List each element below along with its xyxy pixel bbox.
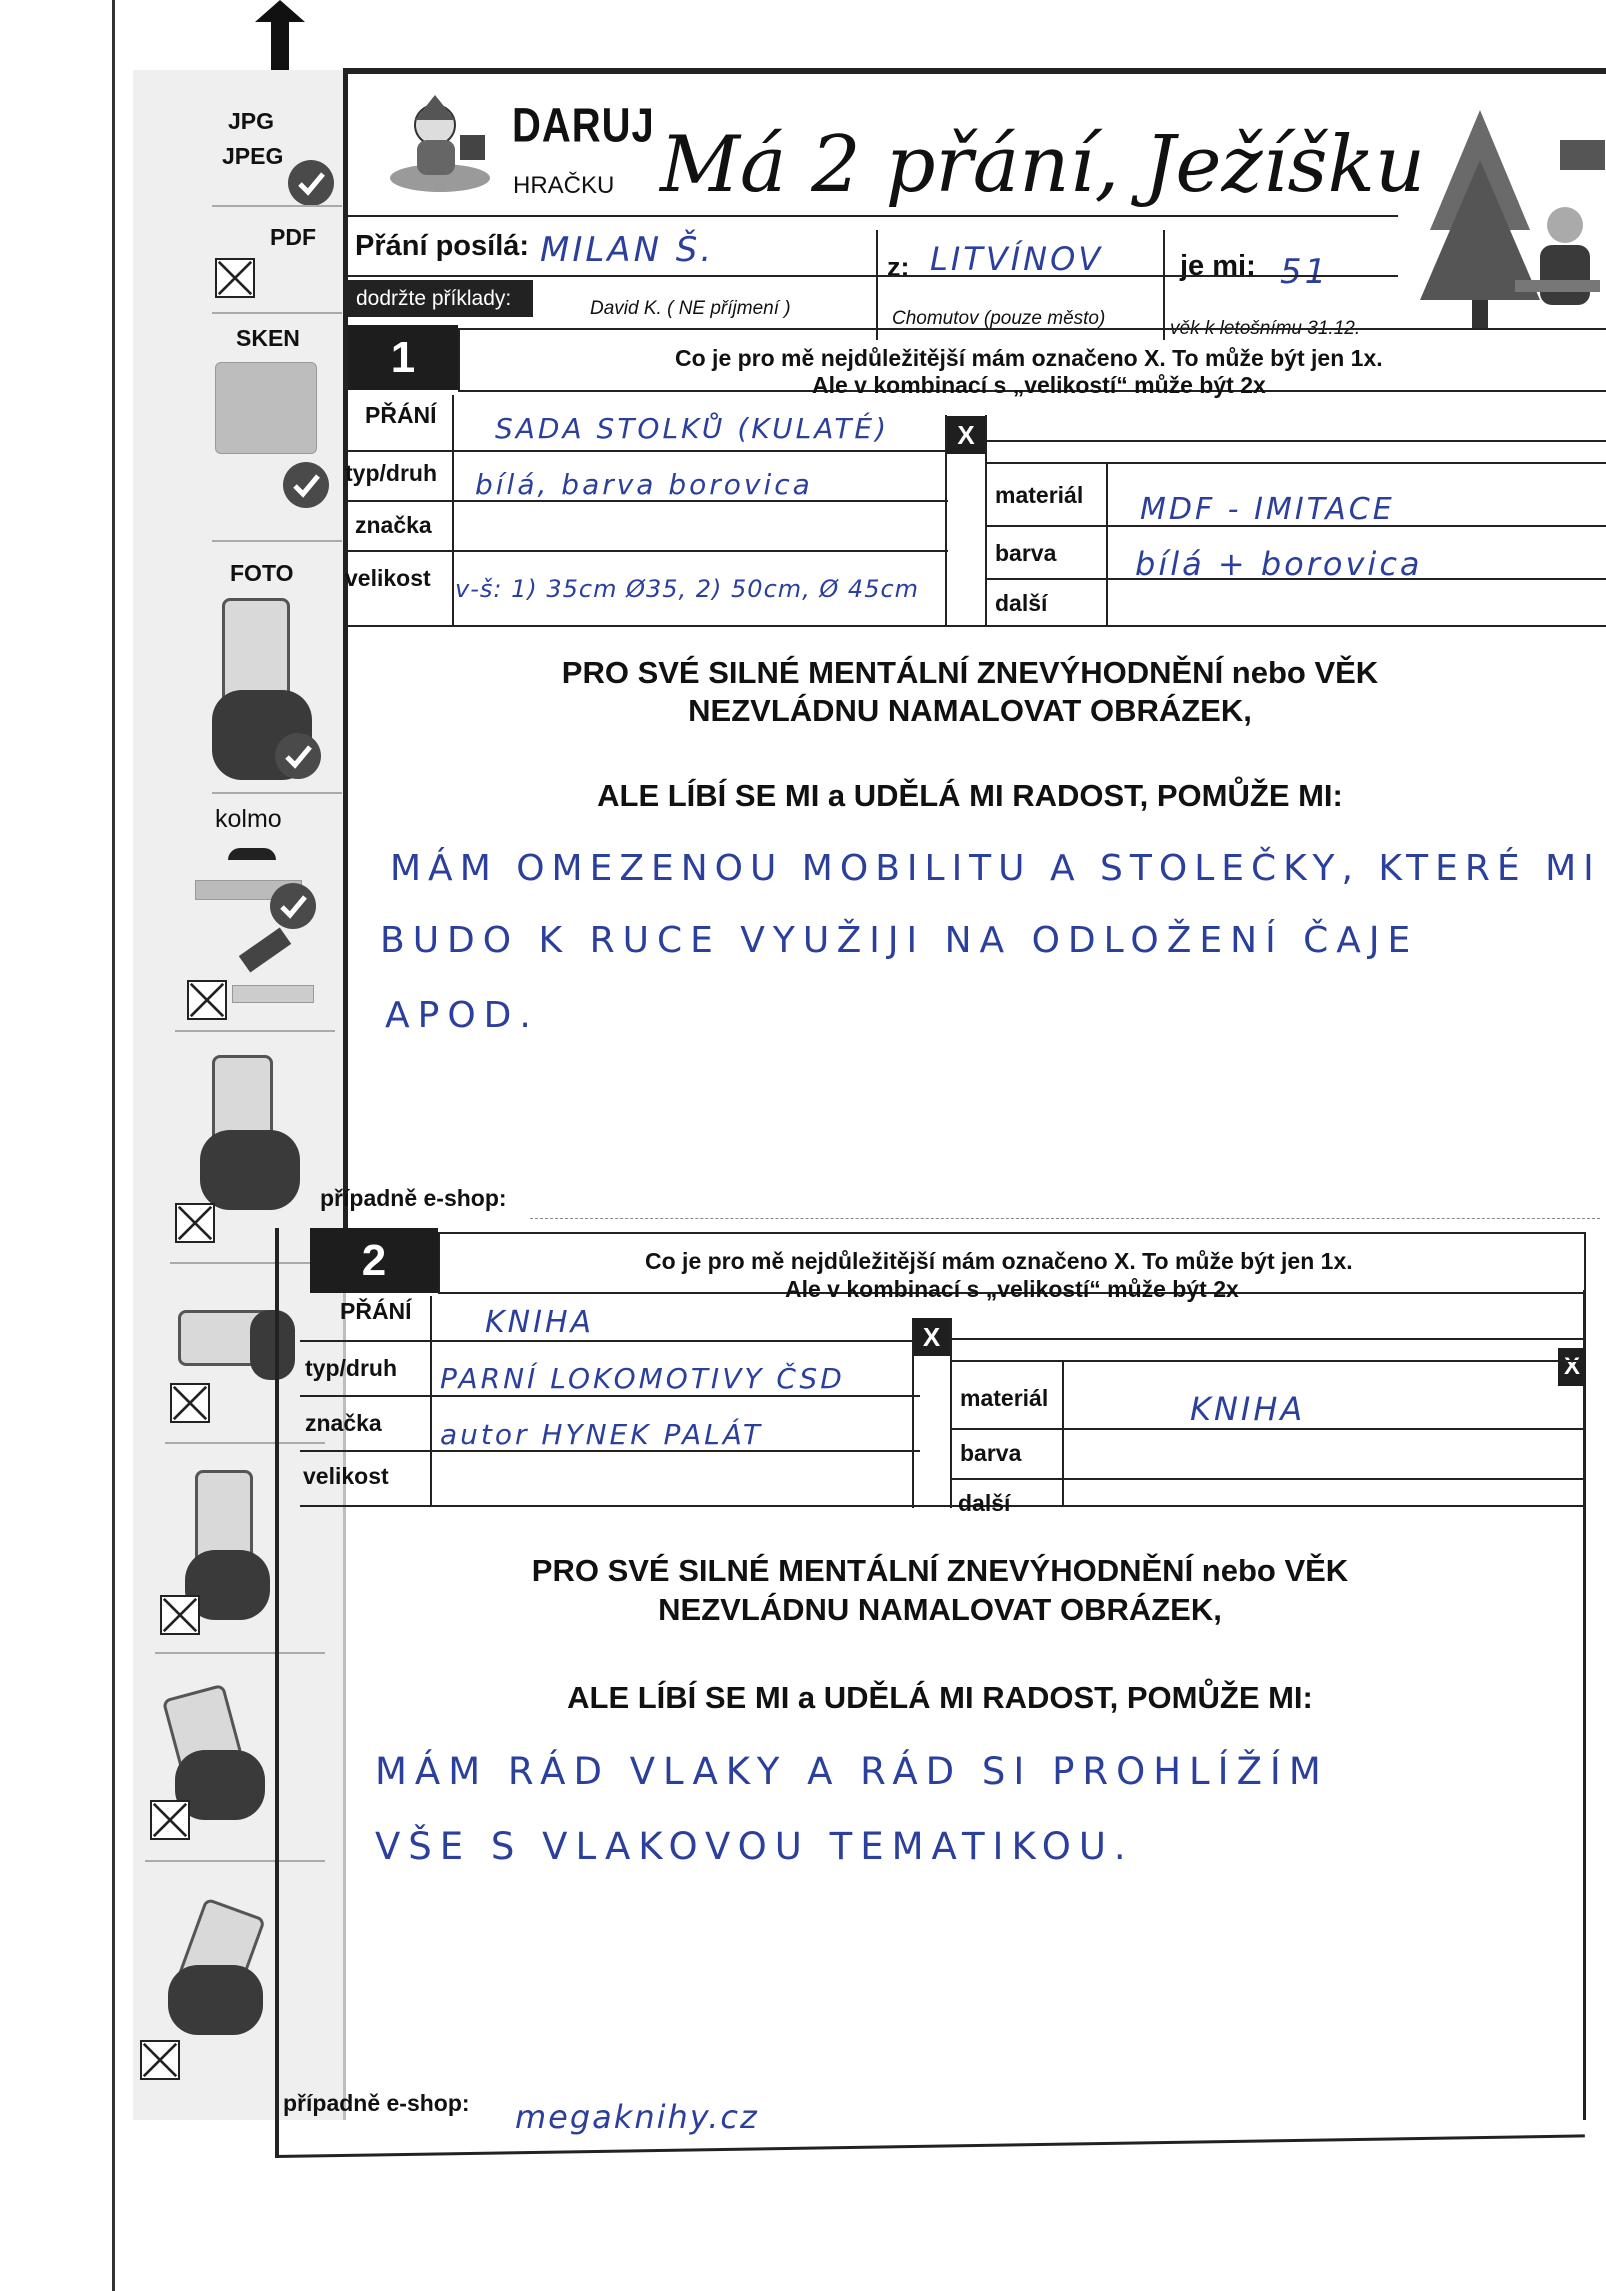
up-arrow-icon bbox=[255, 0, 305, 75]
row-divider bbox=[348, 450, 948, 452]
photo-checkbox-1[interactable] bbox=[175, 1203, 215, 1243]
wish1-size-value[interactable]: v-š: 1) 35cm Ø35, 2) 50cm, Ø 45cm bbox=[455, 575, 920, 603]
sender-divider bbox=[876, 230, 878, 340]
wish1-priority-x[interactable]: X bbox=[947, 416, 985, 454]
material-col-divider bbox=[1062, 1360, 1064, 1505]
checkmark-icon bbox=[288, 160, 334, 206]
logo-hracku: HRAČKU bbox=[513, 172, 615, 199]
wish-label-2: PŘÁNÍ bbox=[340, 1298, 412, 1324]
type-label: typ/druh bbox=[345, 460, 437, 486]
angled-photo-checkbox[interactable] bbox=[187, 980, 227, 1020]
brand-label-2: značka bbox=[305, 1410, 382, 1436]
instructions-line2: Ale v kombinací s „velikostí“ může být 2x bbox=[812, 372, 1266, 398]
from-label: z: bbox=[887, 252, 910, 282]
pdf-checkbox[interactable] bbox=[215, 258, 255, 298]
wish2-text-line1[interactable]: MÁM RÁD VLAKY A RÁD SI PROHLÍŽÍM bbox=[375, 1750, 1329, 1793]
other-label: další bbox=[995, 590, 1048, 616]
material-label: materiál bbox=[995, 482, 1084, 508]
sender-label: Přání posílá: bbox=[355, 230, 530, 262]
mental2-line2: NEZVLÁDNU NAMALOVAT OBRÁZEK, bbox=[658, 1592, 1222, 1627]
sidebar-divider bbox=[212, 312, 342, 314]
mental-line2: NEZVLÁDNU NAMALOVAT OBRÁZEK, bbox=[688, 693, 1252, 728]
wish1-text-line1[interactable]: MÁM OMEZENOU MOBILITU A STOLEČKY, KTERÉ MI bbox=[390, 848, 1601, 889]
wish1-type-value[interactable]: bílá, barva borovica bbox=[475, 468, 813, 501]
hint-label: dodržte příklady: bbox=[348, 280, 533, 317]
page-title: Má 2 přání, Ježíšku bbox=[660, 120, 1426, 210]
wish1-color-value[interactable]: bílá + borovica bbox=[1135, 545, 1423, 583]
photo-checkbox-5[interactable] bbox=[140, 2040, 180, 2080]
sidebar-label-pdf: PDF bbox=[270, 224, 316, 250]
wish2-right-x[interactable]: X bbox=[1558, 1348, 1586, 1386]
sidebar-label-foto: FOTO bbox=[230, 560, 294, 586]
label-col-divider bbox=[430, 1296, 432, 1506]
page-margin-line bbox=[112, 0, 115, 2291]
other-label-2: další bbox=[958, 1490, 1011, 1516]
checkmark-icon bbox=[275, 733, 321, 779]
umbrella-icon bbox=[228, 848, 276, 860]
material-col-divider bbox=[1106, 462, 1108, 625]
color-label-2: barva bbox=[960, 1440, 1022, 1466]
wish2-brand-value[interactable]: autor HYNEK PALÁT bbox=[440, 1418, 763, 1451]
eshop-label: případně e-shop: bbox=[320, 1185, 507, 1211]
likes2-line: ALE LÍBÍ SE MI a UDĚLÁ MI RADOST, POMŮŽE MI: bbox=[567, 1680, 1313, 1715]
wish2-wish-value[interactable]: KNIHA bbox=[485, 1305, 595, 1340]
sidebar-divider bbox=[155, 1652, 325, 1654]
logo-daruj: DARUJ bbox=[512, 99, 655, 153]
row-divider bbox=[300, 1505, 1583, 1507]
wish1-wish-value[interactable]: SADA STOLKŮ (KULATÉ) bbox=[495, 412, 890, 445]
form-border-left bbox=[343, 68, 348, 1228]
brand-label: značka bbox=[355, 512, 432, 538]
christmas-tree-icon bbox=[1420, 100, 1605, 355]
sidebar-divider bbox=[175, 1030, 335, 1032]
right-table-box bbox=[985, 440, 1606, 442]
sidebar-divider bbox=[145, 1860, 325, 1862]
wish1-material-value[interactable]: MDF - IMITACE bbox=[1140, 492, 1395, 527]
likes-line: ALE LÍBÍ SE MI a UDĚLÁ MI RADOST, POMŮŽE MI: bbox=[597, 778, 1343, 813]
right-row-divider bbox=[950, 1478, 1583, 1480]
sidebar-label-jpeg: JPEG bbox=[222, 143, 284, 169]
right-row-divider bbox=[985, 462, 1606, 464]
instructions2-line1: Co je pro mě nejdůležitější mám označeno X. To může být jen 1x. bbox=[645, 1248, 1353, 1274]
row-divider bbox=[348, 550, 948, 552]
photo-checkbox-3[interactable] bbox=[160, 1595, 200, 1635]
sender-age[interactable]: 51 bbox=[1280, 252, 1330, 292]
form-border-bottom bbox=[275, 2134, 1585, 2158]
row-divider bbox=[300, 1395, 920, 1397]
wish2-priority-x[interactable]: X bbox=[913, 1318, 950, 1356]
wish1-text-line3[interactable]: APOD. bbox=[385, 995, 539, 1036]
form-border-left-lower bbox=[275, 1228, 279, 2158]
right-row-divider bbox=[950, 1360, 1583, 1362]
wish-number-2: 2 bbox=[310, 1228, 438, 1293]
hand-icon bbox=[250, 1310, 295, 1380]
sidebar-label-kolmo: kolmo bbox=[215, 805, 282, 833]
checkmark-icon bbox=[283, 462, 329, 508]
hint-age: věk k letošnímu 31.12. bbox=[1170, 318, 1361, 339]
wish2-material-value[interactable]: KNIHA bbox=[1190, 1390, 1306, 1428]
sender-city[interactable]: LITVÍNOV bbox=[930, 240, 1104, 278]
sidebar-divider bbox=[170, 1262, 330, 1264]
row-divider bbox=[348, 625, 1606, 627]
wish-number-1: 1 bbox=[348, 325, 458, 390]
wish1-text-line2[interactable]: BUDO K RUCE VYUŽIJI NA ODLOŽENÍ ČAJE bbox=[380, 920, 1419, 961]
hand-icon bbox=[200, 1130, 300, 1210]
wish-label: PŘÁNÍ bbox=[365, 402, 437, 428]
mental2-line1: PRO SVÉ SILNÉ MENTÁLNÍ ZNEVÝHODNĚNÍ nebo VĚK bbox=[531, 1553, 1349, 1588]
wish2-eshop-value[interactable]: megaknihy.cz bbox=[515, 2098, 759, 2136]
header-divider bbox=[348, 215, 1398, 217]
wish2-text-line2[interactable]: VŠE S VLAKOVOU TEMATIKOU. bbox=[375, 1825, 1134, 1868]
size-label: velikost bbox=[345, 565, 431, 591]
hint-name: David K. ( NE příjmení ) bbox=[590, 298, 791, 319]
sidebar-divider bbox=[212, 205, 342, 207]
right-table-top bbox=[950, 1338, 1583, 1340]
form-border-top bbox=[345, 68, 1606, 74]
mental-line1: PRO SVÉ SILNÉ MENTÁLNÍ ZNEVÝHODNĚNÍ nebo VĚK bbox=[561, 655, 1379, 690]
hint-city: Chomutov (pouze město) bbox=[892, 308, 1106, 329]
sidebar-divider bbox=[212, 540, 342, 542]
size-label-2: velikost bbox=[303, 1463, 389, 1489]
santa-logo-icon bbox=[385, 90, 495, 195]
sender-underline bbox=[348, 275, 1398, 277]
eshop-dotted-line bbox=[530, 1218, 1600, 1219]
type-label-2: typ/druh bbox=[305, 1355, 397, 1381]
sidebar-label-sken: SKEN bbox=[236, 325, 300, 351]
row-divider bbox=[300, 1340, 920, 1342]
scanner-icon bbox=[215, 362, 317, 454]
eshop-label-2: případně e-shop: bbox=[283, 2090, 470, 2116]
sidebar-label-jpg: JPG bbox=[228, 108, 275, 134]
instructions-line1: Co je pro mě nejdůležitější mám označeno X. To může být jen 1x. bbox=[675, 345, 1383, 371]
sidebar-divider bbox=[212, 792, 342, 794]
color-label: barva bbox=[995, 540, 1057, 566]
hand-icon bbox=[168, 1965, 263, 2035]
sender-name[interactable]: MILAN Š. bbox=[540, 230, 715, 270]
right-row-divider bbox=[950, 1428, 1583, 1430]
sidebar-divider bbox=[165, 1442, 325, 1444]
wish2-type-value[interactable]: PARNÍ LOKOMOTIVY ČSD bbox=[440, 1362, 845, 1395]
document-flat-icon bbox=[232, 985, 314, 1003]
photo-checkbox-4[interactable] bbox=[150, 1800, 190, 1840]
label-col-divider bbox=[452, 395, 454, 625]
instructions2-line2: Ale v kombinací s „velikostí“ může být 2x bbox=[785, 1276, 1239, 1302]
form-border-right-lower bbox=[1583, 1290, 1586, 2120]
checkmark-icon bbox=[270, 883, 316, 929]
photo-checkbox-2[interactable] bbox=[170, 1383, 210, 1423]
x-col-right bbox=[985, 415, 987, 625]
material-label-2: materiál bbox=[960, 1385, 1049, 1411]
age-label: je mi: bbox=[1180, 250, 1256, 282]
sender-divider bbox=[1163, 230, 1165, 340]
